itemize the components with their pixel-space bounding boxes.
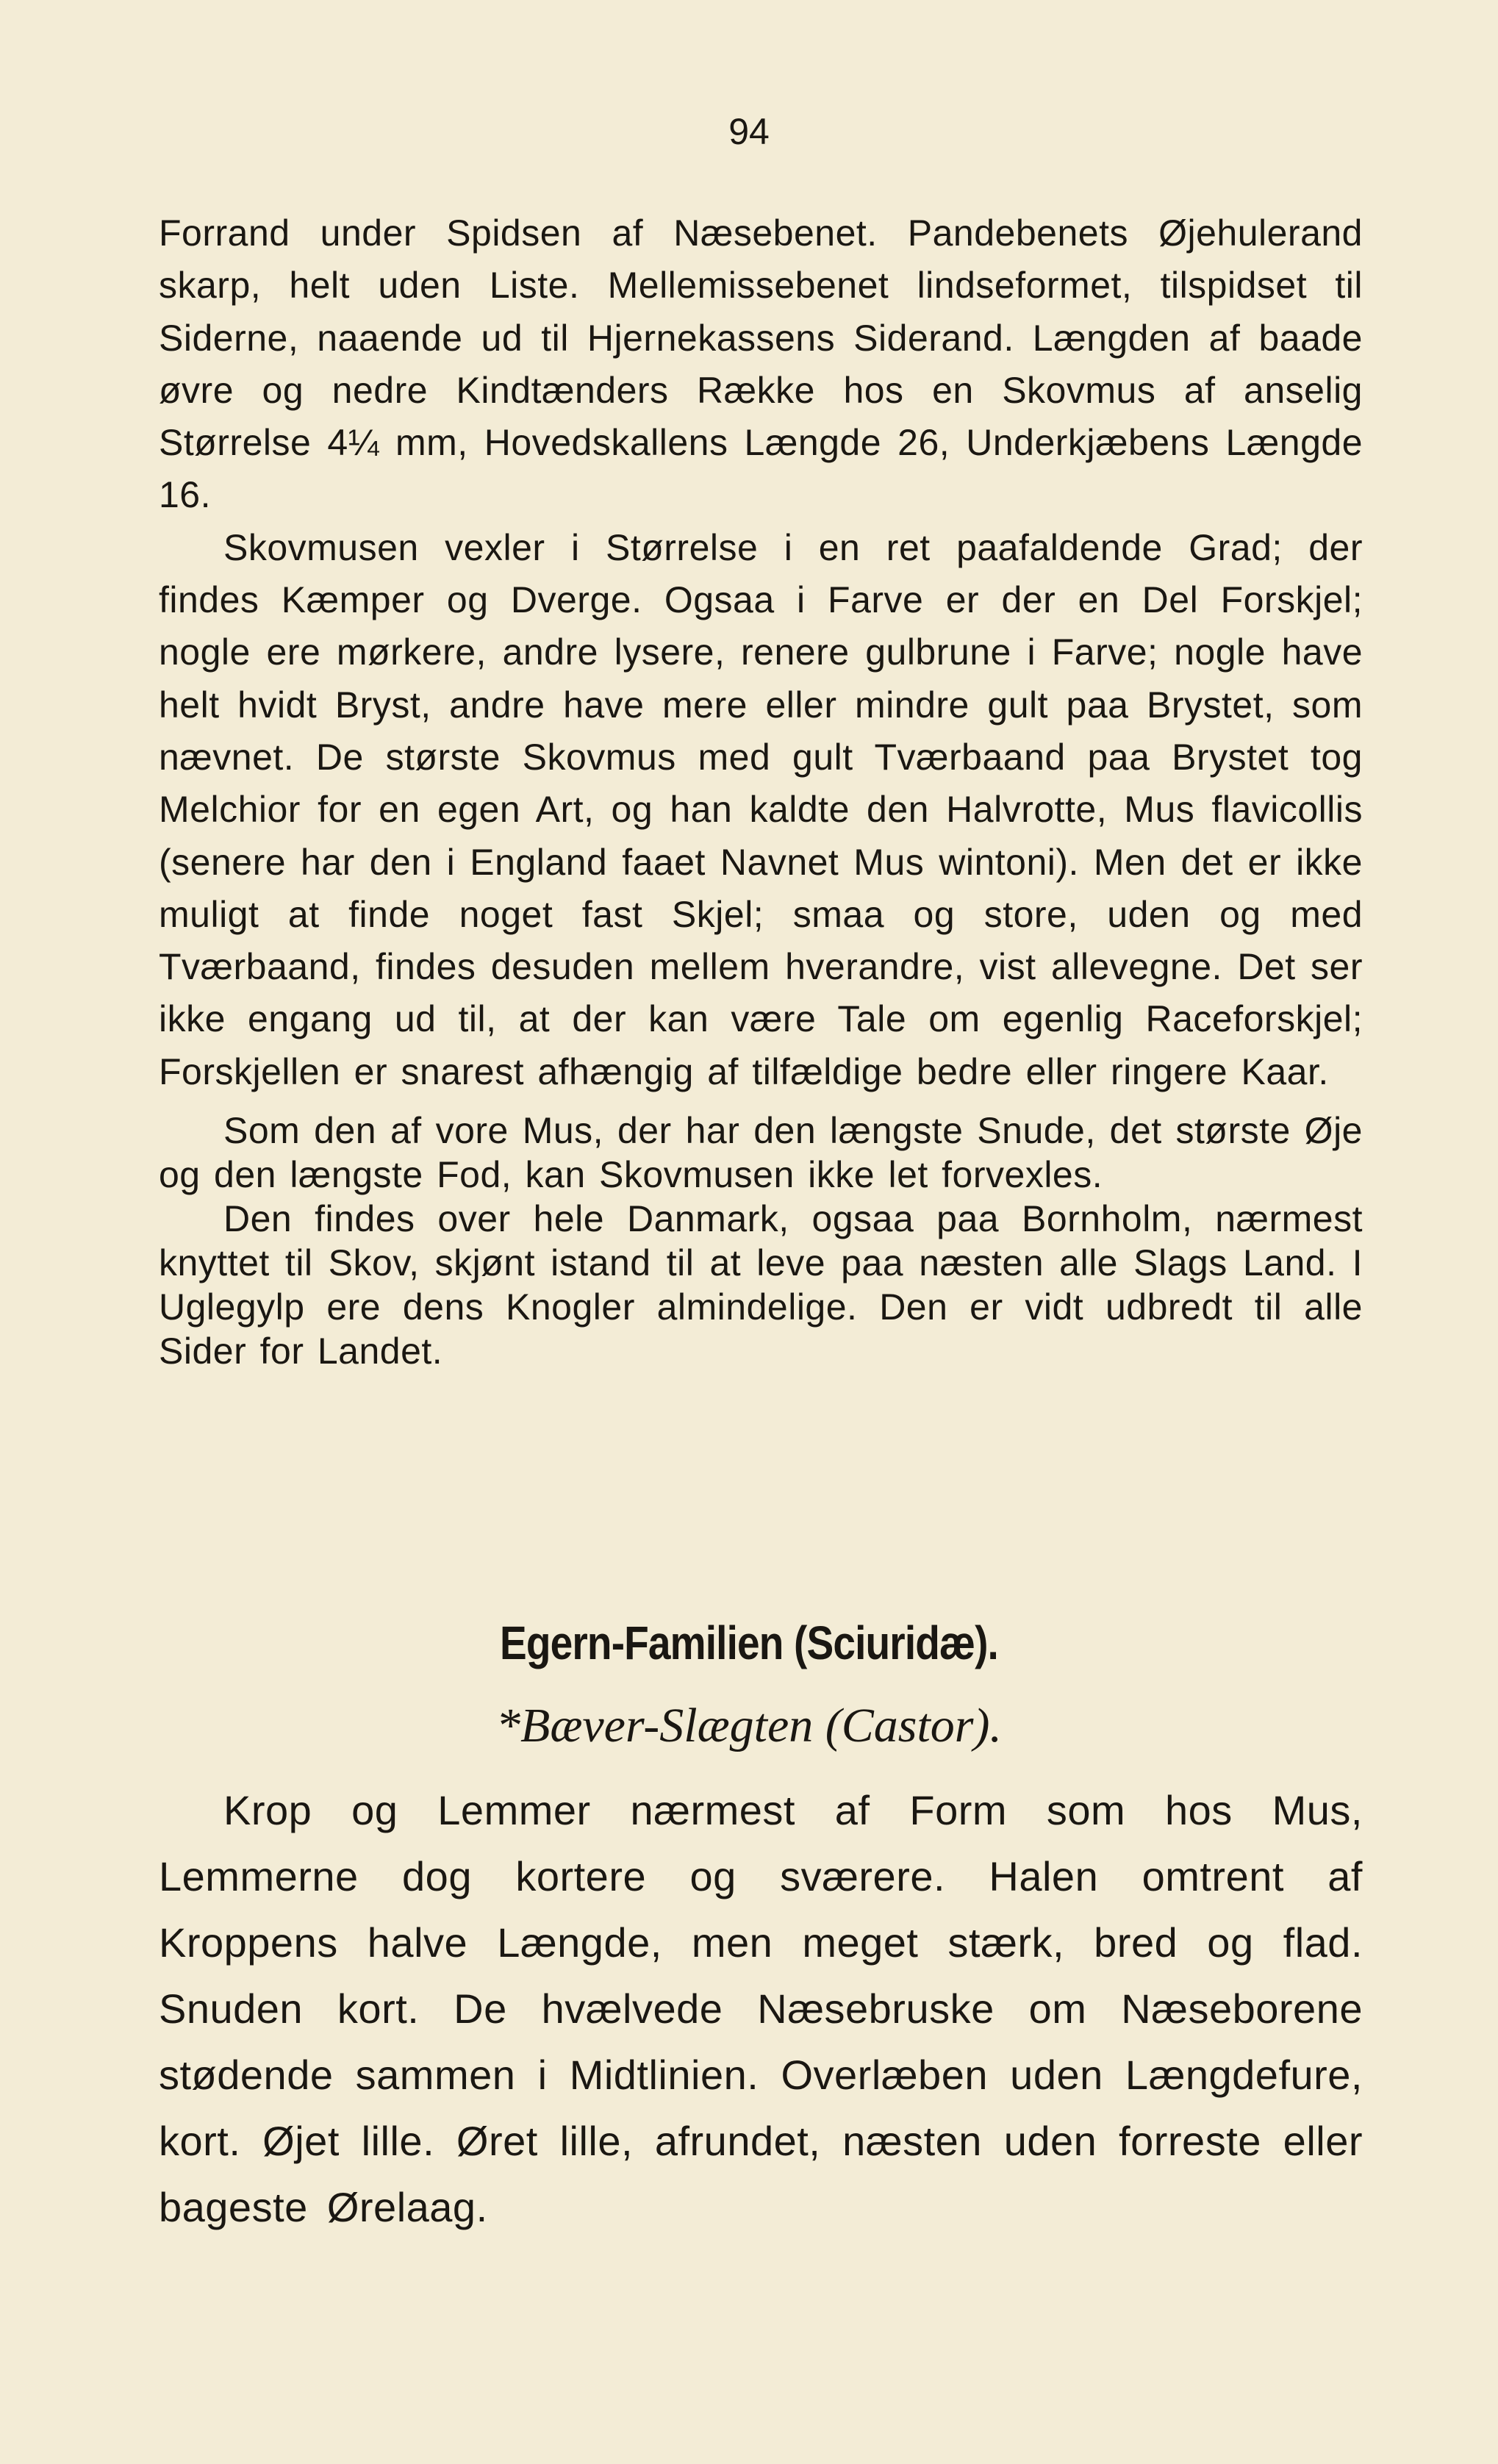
text-block-lower [159,1777,1363,2241]
spacer [159,1098,1363,1109]
section-heading: Egern-Familien (Sciuridæ). [500,1616,998,1669]
text-block-upper [159,207,1363,1373]
paragraph-skull-description: Forrand under Spidsen af Næsebenet. Pandebenets Øjehulerand skarp, helt uden Liste. Mellemissebenet lindseformet, tilspidset til Siderne, naaende ud til Hjernekassens Siderand. Længden af baade øvre og nedre Kindtænders Række hos en Skovmus af anselig Størrelse 4¼ mm, Hovedskallens Længde 26, Underkjæbens Længde 16. [159,212,1363,516]
paragraph-beaver-description: Krop og Lemmer nærmest af Form som hos Mus, Lemmerne dog kortere og sværere. Halen omtrent af Kroppens halve Længde, men meget stærk, bred og flad. Snuden kort. De hvælvede Næsebruske om Næseborene stødende sammen i Midtlinien. Overlæben uden Længdefure, kort. Øjet lille. Øret lille, afrundet, næsten uden forreste eller bageste Ørelaag. [159,1787,1363,2230]
paragraph-identification: Som den af vore Mus, der har den længste Snude, det største Øje og den længste Fod, kan Skovmusen ikke let forvexles. [159,1110,1363,1196]
paragraph-distribution: Den findes over hele Danmark, ogsaa paa Bornholm, nærmest knyttet til Skov, skjønt istand til at leve paa næsten alle Slags Land. I Uglegylp ere dens Knogler almindelige. Den er vidt udbredt til alle Sider for Landet. [159,1198,1363,1372]
page-number: 94 [728,111,770,152]
genus-subheading: *Bæver-Slægten (Castor). [496,1699,1002,1752]
paragraph-size-variation: Skovmusen vexler i Størrelse i en ret paafaldende Grad; der findes Kæmper og Dverge. Ogsaa i Farve er der en Del Forskjel; nogle ere mørkere, andre lysere, renere gulbrune i Farve; nogle have helt hvidt Bryst, andre have mere eller mindre gult paa Brystet, som nævnet. De største Skovmus med gult Tværbaand paa Brystet tog Melchior for en egen Art, og han kaldte den Halvrotte, Mus flavicollis (senere har den i England faaet Navnet Mus wintoni). Men det er ikke muligt at finde noget fast Skjel; smaa og store, uden og med Tværbaand, findes desuden mellem hverandre, vist allevegne. Det ser ikke engang ud til, at der kan være Tale om egenlig Raceforskjel; Forskjellen er snarest afhængig af tilfældige bedre eller ringere Kaar. [159,526,1363,1092]
